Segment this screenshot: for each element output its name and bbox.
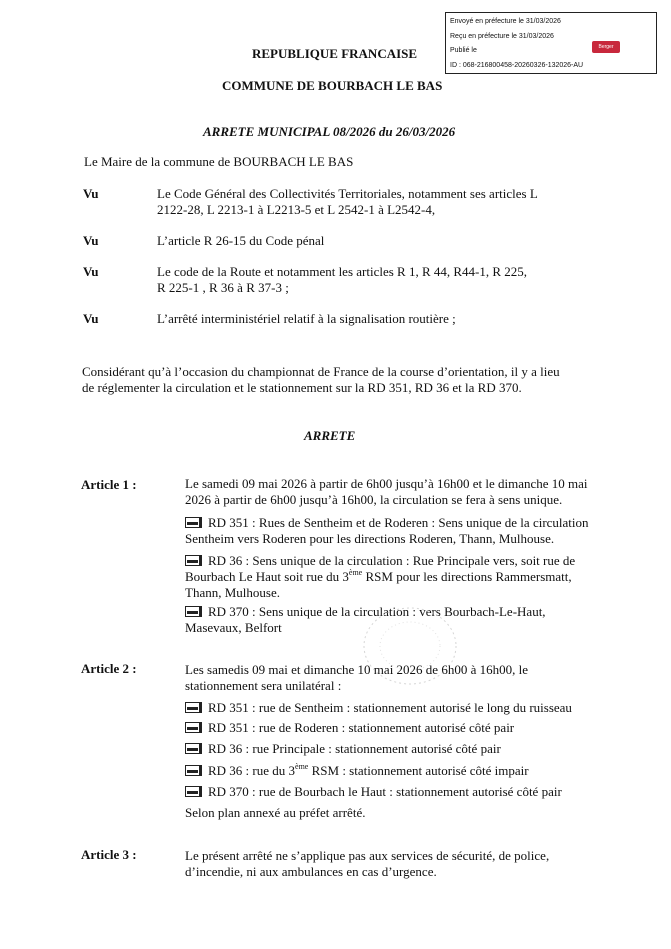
article-2-label: Article 2 : [81, 661, 137, 676]
article-1-bullet-cont: Masevaux, Belfort [185, 620, 282, 635]
republique-heading: REPUBLIQUE FRANCAISE [252, 46, 418, 61]
vu-line: R 225-1 , R 36 à R 37-3 ; [157, 280, 289, 295]
article-1-bullet-cont: Sentheim vers Roderen pour les directions Roderen, Thann, Mulhouse. [185, 531, 555, 546]
item-text: RSM : stationnement autorisé côté impair [308, 763, 529, 778]
article-3-text: d’incendie, ni aux ambulances en cas d’urgence. [185, 864, 437, 879]
article-1-bullet-cont [185, 569, 572, 585]
article-2-item [185, 741, 501, 757]
prefecture-stamp [445, 12, 657, 74]
vu-line: Le Code Général des Collectivités Territoriales, notamment ses articles L [157, 186, 538, 201]
article-3-label: Article 3 : [81, 847, 137, 862]
vu-label: Vu [83, 233, 99, 248]
arrete-heading: ARRETE [304, 428, 356, 443]
article-2-item [185, 763, 529, 779]
article-1-intro: Le samedi 09 mai 2026 à partir de 6h00 jusqu’à 16h00 et le dimanche 10 mai [185, 476, 588, 491]
stamp-sent-date: Envoyé en préfecture le 31/03/2026 [450, 18, 561, 25]
article-2-item [185, 700, 572, 716]
bullet-icon [185, 786, 200, 797]
arrete-title: ARRETE MUNICIPAL 08/2026 du 26/03/2026 [203, 124, 456, 139]
superscript: ème [348, 568, 363, 577]
item-text: RD 351 : rue de Sentheim : stationnement autorisé le long du ruisseau [208, 700, 572, 715]
vu-text [157, 264, 567, 296]
bullet-icon [185, 702, 200, 713]
item-text: RD 370 : rue de Bourbach le Haut : stationnement autorisé côté pair [208, 784, 562, 799]
article-2-item [185, 720, 514, 736]
vu-text [157, 233, 567, 249]
stamp-id: ID : 068-216800458-20260326-132026-AU [450, 61, 584, 69]
article-2-footer: Selon plan annexé au préfet arrêté. [185, 805, 366, 820]
article-1-bullet [185, 553, 575, 569]
item-text: RD 36 : rue Principale : stationnement autorisé côté pair [208, 741, 501, 756]
considerant-line: de réglementer la circulation et le stationnement sur la RD 351, RD 36 et la RD 370. [82, 380, 522, 395]
maire-line: Le Maire de la commune de BOURBACH LE BAS [84, 154, 354, 169]
vu-line: L’article R 26-15 du Code pénal [157, 233, 325, 248]
bullet-icon [185, 765, 200, 776]
superscript: ème [295, 762, 309, 771]
item-text: RD 351 : rue de Roderen : stationnement autorisé côté pair [208, 720, 515, 735]
article-1-label: Article 1 : [81, 477, 137, 492]
article-1-bullet [185, 515, 589, 531]
bullet-icon [185, 517, 200, 528]
vu-text [157, 186, 567, 218]
article-2-item [185, 784, 562, 800]
article-1-intro: 2026 à partir de 6h00 jusqu’à 16h00, la circulation se fera à sens unique. [185, 492, 563, 507]
stamp-published: Publié le [450, 47, 477, 54]
item-text: RD 36 : rue du 3 [208, 763, 296, 778]
article-1-bullet-cont: Thann, Mulhouse. [185, 585, 280, 600]
considerant-line: Considérant qu’à l’occasion du championnat de France de la course d’orientation, il y a lieu [82, 364, 560, 379]
bullet-icon [185, 743, 200, 754]
article-3-text: Le présent arrêté ne s’applique pas aux services de sécurité, de police, [185, 848, 550, 863]
vu-label: Vu [83, 186, 99, 201]
article-2-intro: Les samedis 09 mai et dimanche 10 mai 2026 de 6h00 à 16h00, le [185, 662, 528, 677]
bullet-icon [185, 722, 200, 733]
bullet-text: RD 36 : Sens unique de la circulation : Rue Principale vers, soit rue de [208, 553, 576, 568]
considerant-paragraph [82, 364, 592, 396]
bullet-text: RD 370 : Sens unique de la circulation : vers Bourbach-Le-Haut, [208, 604, 546, 619]
commune-heading: COMMUNE DE BOURBACH LE BAS [222, 78, 443, 93]
vu-line: L’arrêté interministériel relatif à la signalisation routière ; [157, 311, 456, 326]
berger-levrault-logo-icon: Berger Levrault [592, 41, 620, 53]
article-2-intro: stationnement sera unilatéral : [185, 678, 342, 693]
mairie-seal-icon [355, 600, 465, 692]
bullet-text: RD 351 : Rues de Sentheim et de Roderen : Sens unique de la circulation [208, 515, 589, 530]
vu-label: Vu [83, 264, 99, 279]
vu-line: Le code de la Route et notamment les articles R 1, R 44, R44-1, R 225, [157, 264, 528, 279]
bullet-text: RSM pour les directions Rammersmatt, [362, 569, 572, 584]
stamp-received-date: Reçu en préfecture le 31/03/2026 [450, 32, 554, 40]
bullet-text: Bourbach Le Haut soit rue du 3 [185, 569, 349, 584]
vu-text [157, 311, 567, 327]
vu-label: Vu [83, 311, 99, 326]
bullet-icon [185, 555, 200, 566]
vu-line: 2122-28, L 2213-1 à L2213-5 et L 2542-1 à L2542-4, [157, 202, 436, 217]
bullet-icon [185, 606, 200, 617]
